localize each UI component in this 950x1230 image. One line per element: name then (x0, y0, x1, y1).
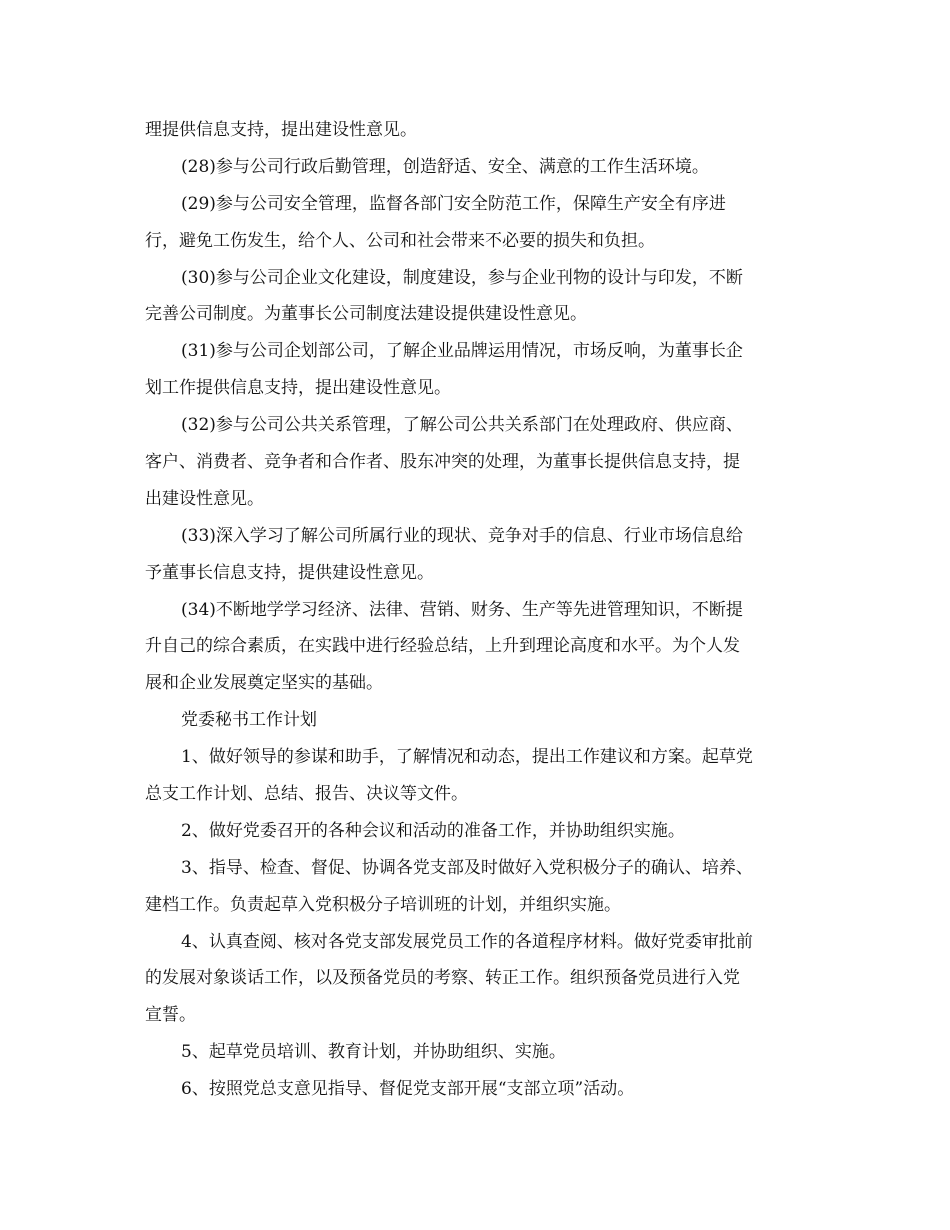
text-line: 1、做好领导的参谋和助手，了解情况和动态，提出工作建议和方案。起草党 (181, 747, 753, 768)
text-line: (28)参与公司行政后勤管理，创造舒适、安全、满意的工作生活环境。 (181, 156, 709, 177)
text-line: 宣誓。 (145, 1005, 196, 1026)
text-line: (31)参与公司企划部公司，了解企业品牌运用情况，市场反响，为董事长企 (181, 341, 743, 362)
text-line: 出建设性意见。 (145, 488, 264, 509)
text-line: 客户、消费者、竞争者和合作者、股东冲突的处理，为董事长提供信息支持，提 (145, 452, 740, 473)
text-line: 予董事长信息支持，提供建设性意见。 (145, 562, 434, 583)
text-line: 理提供信息支持，提出建设性意见。 (145, 120, 417, 140)
text-line: 的发展对象谈话工作，以及预备党员的考察、转正工作。组织预备党员进行入党 (145, 968, 740, 989)
text-line: (34)不断地学学习经济、法律、营销、财务、生产等先进管理知识，不断提 (181, 599, 743, 620)
text-line: 4、认真查阅、核对各党支部发展党员工作的各道程序材料。做好党委审批前 (181, 931, 753, 952)
text-line: 5、起草党员培训、教育计划，并协助组织、实施。 (181, 1042, 566, 1063)
text-line: (32)参与公司公共关系管理，了解公司公共关系部门在处理政府、供应商、 (181, 415, 743, 436)
text-line: 2、做好党委召开的各种会议和活动的准备工作，并协助组织实施。 (181, 820, 685, 841)
text-line: 总支工作计划、总结、报告、决议等文件。 (145, 784, 468, 805)
document-body (145, 112, 810, 1108)
text-line: 升自己的综合素质，在实践中进行经验总结，上升到理论高度和水平。为个人发 (145, 636, 740, 657)
text-line: 完善公司制度。为董事长公司制度法建设提供建设性意见。 (145, 304, 587, 325)
text-line: (30)参与公司企业文化建设，制度建设，参与企业刊物的设计与印发，不断 (181, 267, 743, 288)
text-line: (33)深入学习了解公司所属行业的现状、竞争对手的信息、行业市场信息给 (181, 525, 743, 546)
text-line: 6、按照党总支意见指导、督促党支部开展“支部立项”活动。 (181, 1079, 635, 1100)
text-line: 3、指导、检查、督促、协调各党支部及时做好入党积极分子的确认、培养、 (181, 857, 753, 878)
text-line: 展和企业发展奠定坚实的基础。 (145, 673, 383, 694)
text-line: 党委秘书工作计划 (181, 710, 317, 731)
text-line: 行，避免工伤发生，给个人、公司和社会带来不必要的损失和负担。 (145, 230, 655, 251)
text-line: (29)参与公司安全管理，监督各部门安全防范工作，保障生产安全有序进 (181, 193, 726, 214)
text-line: 划工作提供信息支持，提出建设性意见。 (145, 378, 451, 399)
text-line: 建档工作。负责起草入党积极分子培训班的计划，并组织实施。 (145, 894, 621, 915)
